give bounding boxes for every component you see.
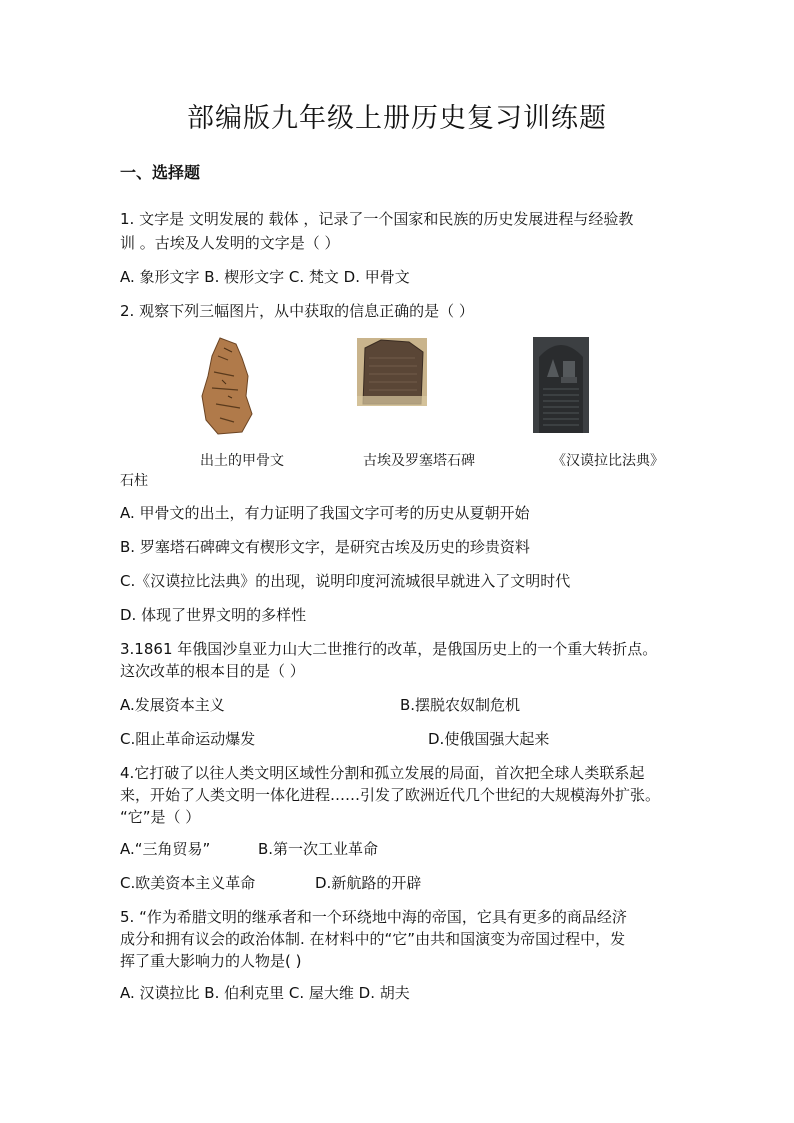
q5-stem-line1: 5. “作为希腊文明的继承者和一个环绕地中海的帝国，它具有更多的商品经济: [120, 908, 627, 926]
q2-option-d: D. 体现了世界文明的多样性: [120, 606, 307, 624]
q3-stem-line1: 3.1861 年俄国沙皇亚力山大二世推行的改革，是俄国历史上的一个重大转折点。: [120, 640, 658, 658]
rosetta-stone-image: [357, 338, 427, 406]
hammurabi-stele-image: [533, 337, 589, 433]
q2-stem: 2. 观察下列三幅图片，从中获取的信息正确的是（ ）: [120, 302, 474, 320]
section-heading: 一、选择题: [120, 163, 201, 182]
page-title: 部编版九年级上册历史复习训练题: [187, 103, 607, 134]
q5-stem-line2: 成分和拥有议会的政治体制. 在材料中的“它”由共和国演变为帝国过程中，发: [120, 930, 626, 948]
q4-option-b: B.第一次工业革命: [258, 840, 379, 858]
caption-hammurabi: 《汉谟拉比法典》: [552, 453, 664, 469]
q2-option-b: B. 罗塞塔石碑碑文有楔形文字，是研究古埃及历史的珍贵资料: [120, 538, 530, 556]
q3-option-a: A.发展资本主义: [120, 696, 225, 714]
oracle-bone-image: [198, 336, 254, 436]
q2-option-c: C.《汉谟拉比法典》的出现，说明印度河流城很早就进入了文明时代: [120, 572, 571, 590]
q1-stem-line2: 训 。古埃及人发明的文字是（ ）: [120, 234, 340, 252]
q4-option-c: C.欧美资本主义革命: [120, 874, 256, 892]
q2-option-a: A. 甲骨文的出土，有力证明了我国文字可考的历史从夏朝开始: [120, 504, 530, 522]
q1-stem-line1: 1. 文字是 文明发展的 载体 ，记录了一个国家和民族的历史发展进程与经验教: [120, 210, 634, 228]
q5-options: A. 汉谟拉比 B. 伯利克里 C. 屋大维 D. 胡夫: [120, 984, 410, 1002]
q3-option-d: D.使俄国强大起来: [428, 730, 550, 748]
caption-tail: 石柱: [120, 473, 148, 489]
caption-rosetta-stone: 古埃及罗塞塔石碑: [363, 453, 475, 469]
caption-oracle-bone: 出土的甲骨文: [200, 453, 284, 469]
q4-option-a: A.“三角贸易”: [120, 840, 211, 858]
q4-stem-line1: 4.它打破了以往人类文明区域性分割和孤立发展的局面，首次把全球人类联系起: [120, 764, 645, 782]
q3-option-c: C.阻止革命运动爆发: [120, 730, 256, 748]
q5-stem-line3: 挥了重大影响力的人物是( ): [120, 952, 302, 970]
q4-stem-line2: 来，开始了人类文明一体化进程……引发了欧洲近代几个世纪的大规模海外扩张。: [120, 786, 661, 804]
q3-option-b: B.摆脱农奴制危机: [400, 696, 521, 714]
q3-stem-line2: 这次改革的根本目的是（ ）: [120, 662, 305, 680]
q1-options: A. 象形文字 B. 楔形文字 C. 梵文 D. 甲骨文: [120, 268, 410, 286]
q4-option-d: D.新航路的开辟: [315, 874, 422, 892]
q4-stem-line3: “它”是（ ）: [120, 808, 201, 826]
